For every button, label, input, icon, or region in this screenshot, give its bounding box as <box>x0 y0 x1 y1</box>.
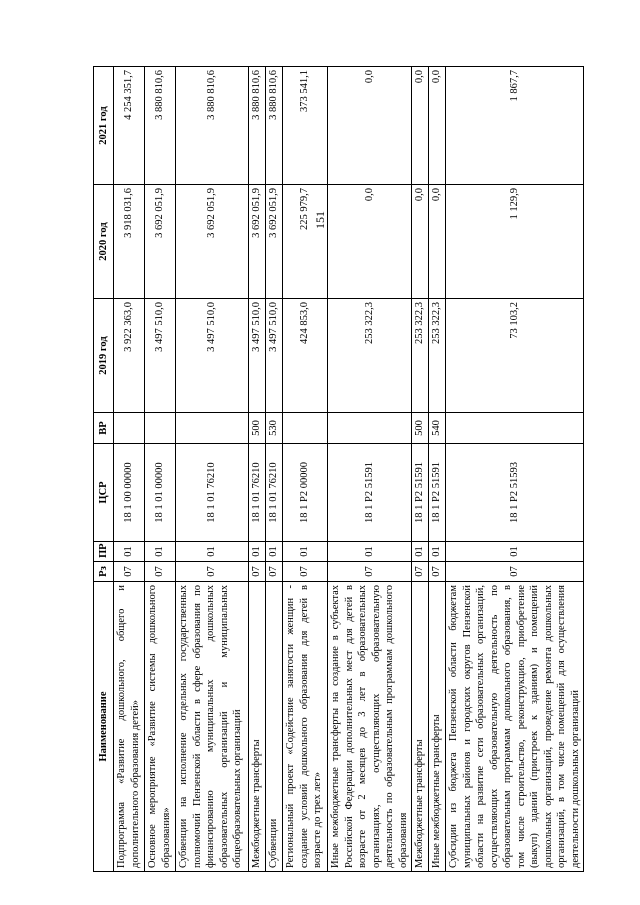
row-csr: 18 1 01 76210 <box>266 444 283 542</box>
table-row <box>145 67 176 872</box>
row-name: Подпрограмма «Развитие дошкольного, общего и дополнительного образования детей» <box>114 582 145 872</box>
row-rz: 07 <box>328 562 412 582</box>
row-pr: 01 <box>283 542 328 562</box>
row-2021: 3 880 810,6 <box>266 67 283 185</box>
row-vr <box>328 413 412 444</box>
row-vr <box>283 413 328 444</box>
row-pr: 01 <box>446 542 584 562</box>
row-2020: 0,0 <box>429 185 446 299</box>
row-pr: 01 <box>114 542 145 562</box>
row-2019: 3 497 510,0 <box>249 299 266 413</box>
row-2021: 3 880 810,6 <box>176 67 249 185</box>
header-csr: ЦСР <box>94 444 114 542</box>
table-row <box>283 67 328 872</box>
row-rz: 07 <box>266 562 283 582</box>
header-2019: 2019 год <box>94 299 114 413</box>
row-rz: 07 <box>446 562 584 582</box>
row-name: Межбюджетные трансферты <box>412 582 429 872</box>
row-name: Межбюджетные трансферты <box>249 582 266 872</box>
row-rz: 07 <box>429 562 446 582</box>
rotated-page-content <box>93 67 605 872</box>
header-rz: Рз <box>94 562 114 582</box>
row-name: Субвенции на исполнение отдельных государственных полномочий Пензенской области в сфере образования по финансированию муниципальных дошкольных образовательных организаций и муниципальных общеобразовательных организаций <box>176 582 249 872</box>
table-row <box>176 67 249 872</box>
row-2021: 3 880 810,6 <box>249 67 266 185</box>
row-rz: 07 <box>176 562 249 582</box>
row-csr: 18 1 Р2 51591 <box>412 444 429 542</box>
row-2021: 0,0 <box>328 67 412 185</box>
row-pr: 01 <box>266 542 283 562</box>
row-2020: 225 979,7 <box>283 185 328 299</box>
row-csr: 18 1 Р2 51591 <box>429 444 446 542</box>
row-2020: 3 918 031,6 <box>114 185 145 299</box>
row-2021: 0,0 <box>429 67 446 185</box>
row-csr: 18 1 01 76210 <box>176 444 249 542</box>
row-2021: 1 867,7 <box>446 67 584 185</box>
row-2020: 3 692 051,9 <box>145 185 176 299</box>
row-csr: 18 1 01 76210 <box>249 444 266 542</box>
row-vr <box>176 413 249 444</box>
row-name: Иные межбюджетные трансферты <box>429 582 446 872</box>
row-rz: 07 <box>283 562 328 582</box>
row-2019: 3 497 510,0 <box>145 299 176 413</box>
row-vr: 540 <box>429 413 446 444</box>
row-2020: 3 692 051,9 <box>266 185 283 299</box>
row-2019: 3 497 510,0 <box>176 299 249 413</box>
row-vr <box>145 413 176 444</box>
row-2020: 3 692 051,9 <box>249 185 266 299</box>
row-2021: 3 880 810,6 <box>145 67 176 185</box>
row-2020: 0,0 <box>328 185 412 299</box>
row-vr <box>114 413 145 444</box>
row-csr: 18 1 01 00000 <box>145 444 176 542</box>
budget-table <box>93 66 584 872</box>
row-2019: 253 322,3 <box>429 299 446 413</box>
row-vr: 500 <box>249 413 266 444</box>
row-rz: 07 <box>145 562 176 582</box>
row-vr <box>446 413 584 444</box>
row-2019: 3 497 510,0 <box>266 299 283 413</box>
row-pr: 01 <box>176 542 249 562</box>
row-pr: 01 <box>249 542 266 562</box>
row-rz: 07 <box>114 562 145 582</box>
row-2020: 1 129,9 <box>446 185 584 299</box>
row-pr: 01 <box>429 542 446 562</box>
row-pr: 01 <box>328 542 412 562</box>
row-csr: 18 1 00 00000 <box>114 444 145 542</box>
row-name: Основное мероприятие «Развитие системы дошкольного образования» <box>145 582 176 872</box>
header-vr: ВР <box>94 413 114 444</box>
table-row <box>249 67 266 872</box>
header-name: Наименование <box>94 582 114 872</box>
row-name: Субсидии из бюджета Пензенской области бюджетам муниципальных районов и городских округов Пензенской области на развитие сети образовательных организаций, осуществляющих образовательную деятельность по образовательным программам дошкольного образования, в том числе строительство, реконструкцию, приобретение (выкуп) зданий (пристроек к зданиям) и помещений дошкольных организаций, проведение ремонта дошкольных организаций, в том числе помещений для осуществления деятельности дошкольных организаций <box>446 582 584 872</box>
row-2019: 253 322,3 <box>412 299 429 413</box>
row-csr: 18 1 Р2 00000 <box>283 444 328 542</box>
row-name: Региональный проект «Содействие занятости женщин - создание условий дошкольного образования для детей в возрасте до трех лет» <box>283 582 328 872</box>
row-2020: 3 692 051,9 <box>176 185 249 299</box>
row-2021: 4 254 351,7 <box>114 67 145 185</box>
row-csr: 18 1 Р2 51591 <box>328 444 412 542</box>
row-2019: 73 103,2 <box>446 299 584 413</box>
row-2019: 3 922 363,0 <box>114 299 145 413</box>
row-2021: 0,0 <box>412 67 429 185</box>
table-row <box>328 67 412 872</box>
header-pr: ПР <box>94 542 114 562</box>
row-2020: 0,0 <box>412 185 429 299</box>
table-row <box>446 67 584 872</box>
page-number-text: 151 <box>313 211 327 229</box>
row-2019: 424 853,0 <box>283 299 328 413</box>
table-header-row <box>94 67 114 872</box>
row-rz: 07 <box>412 562 429 582</box>
row-vr: 530 <box>266 413 283 444</box>
table-row <box>114 67 145 872</box>
table-row <box>429 67 446 872</box>
header-2021: 2021 год <box>94 67 114 185</box>
row-2019: 253 322,3 <box>328 299 412 413</box>
row-csr: 18 1 Р2 51593 <box>446 444 584 542</box>
row-rz: 07 <box>249 562 266 582</box>
table-row <box>266 67 283 872</box>
row-pr: 01 <box>145 542 176 562</box>
row-name: Субвенции <box>266 582 283 872</box>
row-pr: 01 <box>412 542 429 562</box>
header-2020: 2020 год <box>94 185 114 299</box>
row-vr: 500 <box>412 413 429 444</box>
row-name: Иные межбюджетные трансферты на создание в субъектах Российской Федерации дополнительных мест для детей в возрасте от 2 месяцев до 3 лет в образовательных организациях, осуществляющих образовательную деятельность по образовательным программам дошкольного образования <box>328 582 412 872</box>
table-row <box>412 67 429 872</box>
row-2021: 373 541,1 <box>283 67 328 185</box>
